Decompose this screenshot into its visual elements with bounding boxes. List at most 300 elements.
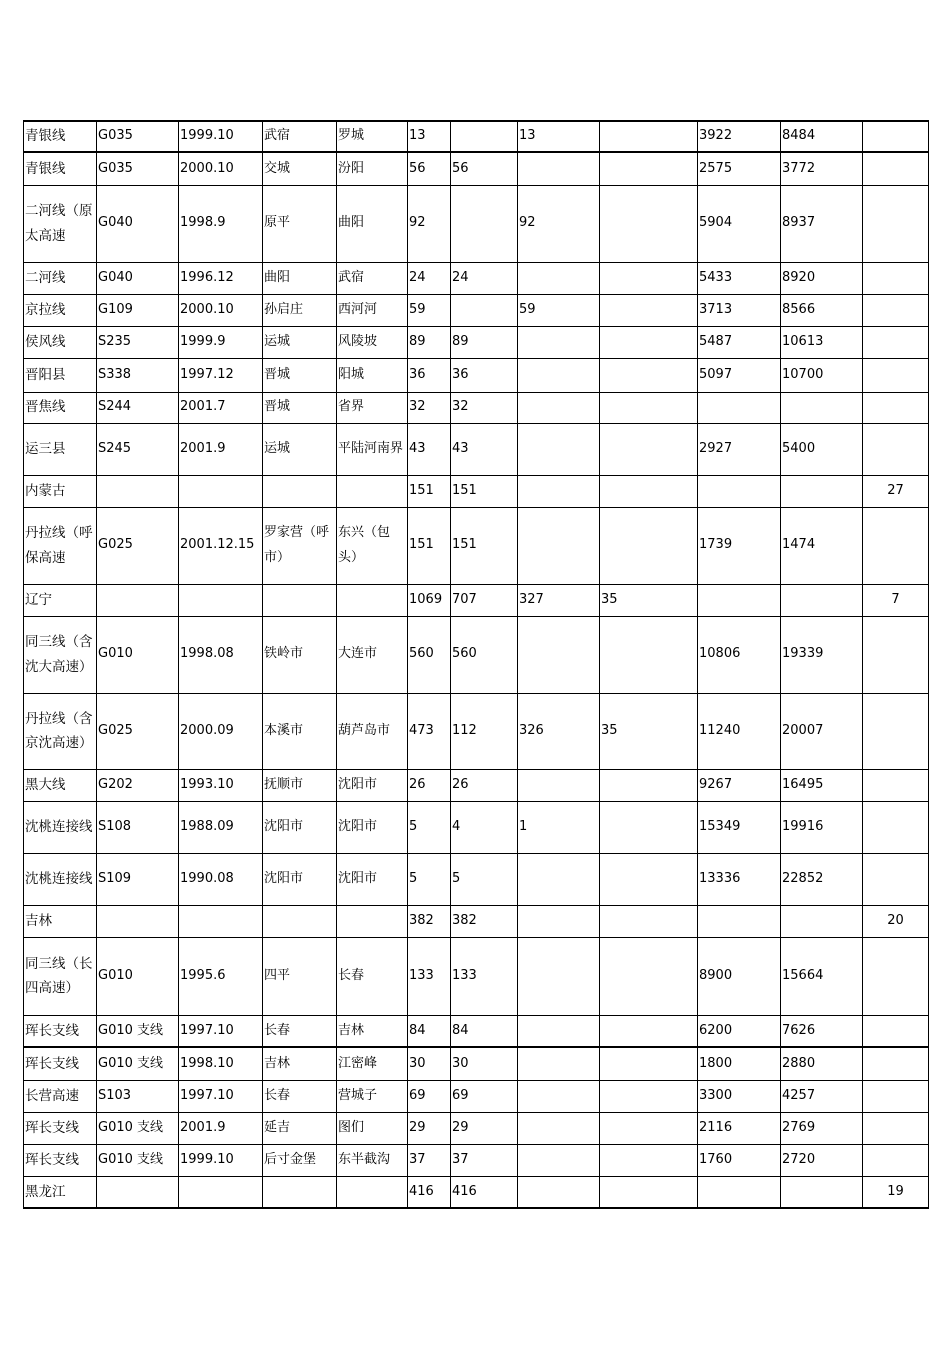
cell-total-length: 24 (408, 262, 451, 294)
table-row (24, 1015, 929, 1047)
cell-traffic-b (781, 1176, 863, 1208)
cell-traffic-b: 8484 (781, 121, 863, 152)
cell-length-c (600, 937, 698, 1015)
table-row (24, 769, 929, 801)
cell-count (863, 392, 929, 423)
cell-traffic-a: 8900 (698, 937, 781, 1015)
cell-route-name: 黑龙江 (24, 1176, 97, 1208)
cell-total-length: 26 (408, 769, 451, 801)
table-row (24, 326, 929, 358)
cell-end-point (337, 584, 408, 616)
cell-length-c (600, 1015, 698, 1047)
cell-traffic-a (698, 905, 781, 937)
cell-traffic-b: 3772 (781, 152, 863, 185)
cell-length-a: 30 (451, 1047, 518, 1080)
cell-end-point: 葫芦岛市 (337, 693, 408, 769)
cell-route-code: S109 (97, 853, 179, 905)
cell-length-a: 560 (451, 616, 518, 693)
cell-length-b (518, 937, 600, 1015)
cell-start-point: 武宿 (263, 121, 337, 152)
table-row (24, 584, 929, 616)
cell-route-code: G040 (97, 262, 179, 294)
cell-end-point: 沈阳市 (337, 769, 408, 801)
cell-open-date: 2001.12.15 (179, 507, 263, 584)
table-row (24, 801, 929, 853)
cell-open-date: 1999.10 (179, 1144, 263, 1176)
table-row (24, 392, 929, 423)
cell-route-name: 吉林 (24, 905, 97, 937)
cell-start-point: 原平 (263, 185, 337, 262)
cell-length-a: 24 (451, 262, 518, 294)
cell-length-b (518, 1047, 600, 1080)
cell-route-code: G010 支线 (97, 1015, 179, 1047)
cell-total-length: 416 (408, 1176, 451, 1208)
cell-route-code: G109 (97, 294, 179, 326)
cell-total-length: 89 (408, 326, 451, 358)
cell-length-c: 35 (600, 693, 698, 769)
cell-end-point: 图们 (337, 1112, 408, 1144)
cell-route-name: 二河线（原太高速 (24, 185, 97, 262)
cell-route-code: G025 (97, 693, 179, 769)
cell-route-code: G035 (97, 121, 179, 152)
cell-open-date: 2001.9 (179, 1112, 263, 1144)
cell-route-code (97, 1176, 179, 1208)
cell-traffic-a: 5487 (698, 326, 781, 358)
cell-length-b (518, 853, 600, 905)
cell-route-name: 珲长支线 (24, 1144, 97, 1176)
cell-length-b (518, 1144, 600, 1176)
cell-open-date (179, 1176, 263, 1208)
cell-total-length: 36 (408, 358, 451, 392)
cell-length-a: 382 (451, 905, 518, 937)
cell-route-code: S245 (97, 423, 179, 475)
cell-route-name: 长营高速 (24, 1080, 97, 1112)
cell-route-name: 沈桃连接线 (24, 853, 97, 905)
cell-length-a: 69 (451, 1080, 518, 1112)
cell-traffic-a: 15349 (698, 801, 781, 853)
cell-length-b (518, 616, 600, 693)
cell-start-point: 运城 (263, 423, 337, 475)
cell-traffic-a (698, 1176, 781, 1208)
cell-start-point: 长春 (263, 1080, 337, 1112)
cell-total-length: 1069 (408, 584, 451, 616)
cell-route-name: 丹拉线（呼保高速 (24, 507, 97, 584)
cell-traffic-a: 13336 (698, 853, 781, 905)
cell-route-code (97, 905, 179, 937)
cell-route-name: 侯风线 (24, 326, 97, 358)
cell-count: 20 (863, 905, 929, 937)
cell-open-date: 1999.9 (179, 326, 263, 358)
cell-traffic-a: 3300 (698, 1080, 781, 1112)
cell-length-c (600, 1176, 698, 1208)
cell-route-code (97, 584, 179, 616)
cell-total-length: 37 (408, 1144, 451, 1176)
cell-length-a: 4 (451, 801, 518, 853)
cell-length-b: 92 (518, 185, 600, 262)
table-row (24, 905, 929, 937)
cell-count (863, 294, 929, 326)
cell-total-length: 382 (408, 905, 451, 937)
cell-end-point: 风陵坡 (337, 326, 408, 358)
cell-open-date: 2001.7 (179, 392, 263, 423)
cell-length-c (600, 423, 698, 475)
cell-traffic-b: 10613 (781, 326, 863, 358)
cell-total-length: 32 (408, 392, 451, 423)
cell-route-name: 运三县 (24, 423, 97, 475)
cell-length-a: 151 (451, 507, 518, 584)
cell-total-length: 43 (408, 423, 451, 475)
cell-count (863, 693, 929, 769)
cell-route-name: 珲长支线 (24, 1047, 97, 1080)
cell-traffic-b (781, 905, 863, 937)
table-row (24, 1176, 929, 1208)
cell-length-b (518, 423, 600, 475)
cell-length-a (451, 294, 518, 326)
table-row (24, 475, 929, 507)
table-row (24, 423, 929, 475)
cell-end-point: 长春 (337, 937, 408, 1015)
cell-count (863, 358, 929, 392)
cell-end-point: 沈阳市 (337, 853, 408, 905)
cell-route-name: 同三线（含沈大高速） (24, 616, 97, 693)
cell-length-b (518, 152, 600, 185)
table-row (24, 262, 929, 294)
cell-traffic-a: 2927 (698, 423, 781, 475)
cell-route-name: 黑大线 (24, 769, 97, 801)
cell-traffic-a: 5097 (698, 358, 781, 392)
cell-open-date: 1990.08 (179, 853, 263, 905)
cell-start-point: 铁岭市 (263, 616, 337, 693)
cell-route-code: S235 (97, 326, 179, 358)
cell-start-point: 吉林 (263, 1047, 337, 1080)
cell-traffic-b: 8566 (781, 294, 863, 326)
cell-length-c (600, 616, 698, 693)
cell-traffic-a (698, 392, 781, 423)
cell-length-c (600, 507, 698, 584)
cell-length-a: 56 (451, 152, 518, 185)
cell-start-point: 四平 (263, 937, 337, 1015)
cell-end-point: 罗城 (337, 121, 408, 152)
cell-start-point: 晋城 (263, 358, 337, 392)
cell-end-point: 省界 (337, 392, 408, 423)
cell-traffic-a: 6200 (698, 1015, 781, 1047)
cell-count (863, 801, 929, 853)
cell-traffic-b: 16495 (781, 769, 863, 801)
cell-total-length: 151 (408, 507, 451, 584)
highway-data-table (23, 120, 929, 1209)
cell-traffic-a: 5904 (698, 185, 781, 262)
cell-count: 7 (863, 584, 929, 616)
cell-route-name: 青银线 (24, 152, 97, 185)
cell-open-date (179, 475, 263, 507)
cell-traffic-b: 19916 (781, 801, 863, 853)
cell-length-b (518, 905, 600, 937)
cell-total-length: 473 (408, 693, 451, 769)
cell-open-date: 1997.10 (179, 1015, 263, 1047)
cell-open-date: 1996.12 (179, 262, 263, 294)
cell-route-name: 丹拉线（含京沈高速） (24, 693, 97, 769)
cell-start-point: 晋城 (263, 392, 337, 423)
table-row (24, 294, 929, 326)
cell-route-code: G202 (97, 769, 179, 801)
cell-end-point: 汾阳 (337, 152, 408, 185)
cell-count (863, 937, 929, 1015)
cell-start-point: 后寸金堡 (263, 1144, 337, 1176)
cell-route-code: G025 (97, 507, 179, 584)
cell-count (863, 423, 929, 475)
cell-length-a: 707 (451, 584, 518, 616)
cell-length-c (600, 1144, 698, 1176)
cell-length-b: 13 (518, 121, 600, 152)
cell-total-length: 5 (408, 801, 451, 853)
cell-length-b: 326 (518, 693, 600, 769)
cell-length-a (451, 121, 518, 152)
cell-start-point: 抚顺市 (263, 769, 337, 801)
cell-traffic-b: 5400 (781, 423, 863, 475)
cell-count (863, 185, 929, 262)
cell-open-date: 1988.09 (179, 801, 263, 853)
cell-end-point: 东半截沟 (337, 1144, 408, 1176)
cell-length-a: 84 (451, 1015, 518, 1047)
cell-route-code: S338 (97, 358, 179, 392)
cell-traffic-b (781, 584, 863, 616)
cell-length-a: 151 (451, 475, 518, 507)
cell-open-date: 2000.10 (179, 294, 263, 326)
cell-traffic-a: 3713 (698, 294, 781, 326)
table-row (24, 1047, 929, 1080)
cell-length-b (518, 1176, 600, 1208)
table-row (24, 1080, 929, 1112)
cell-start-point (263, 475, 337, 507)
cell-count (863, 262, 929, 294)
table-row (24, 1112, 929, 1144)
cell-open-date: 1993.10 (179, 769, 263, 801)
cell-length-b (518, 769, 600, 801)
cell-length-c (600, 326, 698, 358)
table-row (24, 507, 929, 584)
cell-length-b (518, 262, 600, 294)
cell-end-point: 武宿 (337, 262, 408, 294)
cell-traffic-b: 10700 (781, 358, 863, 392)
cell-total-length: 56 (408, 152, 451, 185)
cell-open-date: 1995.6 (179, 937, 263, 1015)
cell-length-c (600, 358, 698, 392)
cell-total-length: 30 (408, 1047, 451, 1080)
table-row (24, 152, 929, 185)
cell-length-b (518, 507, 600, 584)
cell-length-c (600, 905, 698, 937)
cell-traffic-b (781, 392, 863, 423)
cell-length-c (600, 262, 698, 294)
cell-length-a: 112 (451, 693, 518, 769)
cell-traffic-a: 3922 (698, 121, 781, 152)
cell-length-a: 32 (451, 392, 518, 423)
cell-length-b (518, 326, 600, 358)
cell-end-point: 沈阳市 (337, 801, 408, 853)
cell-total-length: 151 (408, 475, 451, 507)
cell-count (863, 1015, 929, 1047)
cell-traffic-b: 7626 (781, 1015, 863, 1047)
cell-open-date: 2001.9 (179, 423, 263, 475)
table-row (24, 693, 929, 769)
cell-count (863, 769, 929, 801)
cell-length-a: 29 (451, 1112, 518, 1144)
table-body (24, 121, 929, 1208)
cell-start-point: 交城 (263, 152, 337, 185)
cell-total-length: 5 (408, 853, 451, 905)
cell-open-date: 1997.10 (179, 1080, 263, 1112)
cell-total-length: 29 (408, 1112, 451, 1144)
cell-length-a: 43 (451, 423, 518, 475)
cell-length-b (518, 1112, 600, 1144)
cell-count (863, 121, 929, 152)
cell-count: 19 (863, 1176, 929, 1208)
cell-route-name: 晋阳县 (24, 358, 97, 392)
cell-open-date: 2000.10 (179, 152, 263, 185)
cell-total-length: 92 (408, 185, 451, 262)
cell-route-name: 珲长支线 (24, 1112, 97, 1144)
cell-route-code: G010 (97, 616, 179, 693)
cell-start-point: 延吉 (263, 1112, 337, 1144)
cell-length-c (600, 185, 698, 262)
cell-start-point: 孙启庄 (263, 294, 337, 326)
cell-route-code: G010 支线 (97, 1112, 179, 1144)
cell-end-point (337, 905, 408, 937)
cell-traffic-a (698, 584, 781, 616)
cell-end-point: 大连市 (337, 616, 408, 693)
cell-length-c (600, 475, 698, 507)
cell-length-c (600, 294, 698, 326)
cell-route-code: G010 (97, 937, 179, 1015)
cell-end-point (337, 475, 408, 507)
cell-route-code: G040 (97, 185, 179, 262)
table-row (24, 358, 929, 392)
cell-count (863, 152, 929, 185)
cell-traffic-b: 1474 (781, 507, 863, 584)
cell-total-length: 133 (408, 937, 451, 1015)
cell-traffic-b: 8937 (781, 185, 863, 262)
cell-length-a: 5 (451, 853, 518, 905)
cell-start-point: 运城 (263, 326, 337, 358)
cell-length-a (451, 185, 518, 262)
cell-open-date (179, 584, 263, 616)
cell-total-length: 84 (408, 1015, 451, 1047)
cell-length-b: 327 (518, 584, 600, 616)
cell-total-length: 69 (408, 1080, 451, 1112)
cell-traffic-a: 1800 (698, 1047, 781, 1080)
cell-traffic-a: 2116 (698, 1112, 781, 1144)
cell-length-c (600, 853, 698, 905)
cell-route-name: 沈桃连接线 (24, 801, 97, 853)
cell-route-name: 青银线 (24, 121, 97, 152)
cell-traffic-a: 11240 (698, 693, 781, 769)
cell-traffic-a: 10806 (698, 616, 781, 693)
cell-length-c (600, 121, 698, 152)
cell-traffic-a: 5433 (698, 262, 781, 294)
cell-route-name: 内蒙古 (24, 475, 97, 507)
cell-traffic-b: 8920 (781, 262, 863, 294)
cell-route-code: G010 支线 (97, 1047, 179, 1080)
cell-start-point (263, 905, 337, 937)
cell-open-date: 1998.10 (179, 1047, 263, 1080)
cell-route-code: G035 (97, 152, 179, 185)
cell-end-point: 西河河 (337, 294, 408, 326)
cell-open-date: 1998.9 (179, 185, 263, 262)
cell-length-c (600, 152, 698, 185)
cell-count (863, 1080, 929, 1112)
cell-length-c (600, 1047, 698, 1080)
cell-length-c: 35 (600, 584, 698, 616)
cell-open-date: 1998.08 (179, 616, 263, 693)
cell-count (863, 1144, 929, 1176)
cell-end-point: 江密峰 (337, 1047, 408, 1080)
cell-traffic-a: 9267 (698, 769, 781, 801)
cell-length-c (600, 1112, 698, 1144)
cell-count (863, 326, 929, 358)
cell-count (863, 1047, 929, 1080)
cell-length-b (518, 1080, 600, 1112)
cell-length-b (518, 358, 600, 392)
cell-route-code: S103 (97, 1080, 179, 1112)
cell-route-name: 晋焦线 (24, 392, 97, 423)
cell-route-name: 同三线（长四高速） (24, 937, 97, 1015)
cell-end-point: 东兴（包头） (337, 507, 408, 584)
cell-length-a: 416 (451, 1176, 518, 1208)
cell-end-point (337, 1176, 408, 1208)
cell-traffic-b: 19339 (781, 616, 863, 693)
cell-route-code: S244 (97, 392, 179, 423)
cell-start-point: 罗家营（呼市） (263, 507, 337, 584)
cell-length-b: 1 (518, 801, 600, 853)
cell-length-c (600, 392, 698, 423)
cell-start-point: 沈阳市 (263, 801, 337, 853)
cell-length-b (518, 1015, 600, 1047)
cell-total-length: 13 (408, 121, 451, 152)
cell-length-b: 59 (518, 294, 600, 326)
cell-length-c (600, 1080, 698, 1112)
cell-count (863, 1112, 929, 1144)
cell-count (863, 507, 929, 584)
cell-total-length: 560 (408, 616, 451, 693)
cell-traffic-a (698, 475, 781, 507)
cell-start-point: 本溪市 (263, 693, 337, 769)
cell-length-c (600, 769, 698, 801)
table-row (24, 1144, 929, 1176)
cell-route-name: 辽宁 (24, 584, 97, 616)
cell-end-point: 平陆河南界 (337, 423, 408, 475)
cell-traffic-b: 20007 (781, 693, 863, 769)
cell-total-length: 59 (408, 294, 451, 326)
cell-route-code (97, 475, 179, 507)
cell-length-a: 37 (451, 1144, 518, 1176)
cell-start-point (263, 584, 337, 616)
table-row (24, 937, 929, 1015)
cell-traffic-b: 4257 (781, 1080, 863, 1112)
cell-traffic-a: 2575 (698, 152, 781, 185)
cell-route-name: 二河线 (24, 262, 97, 294)
table-row (24, 185, 929, 262)
cell-open-date (179, 905, 263, 937)
cell-length-a: 36 (451, 358, 518, 392)
cell-length-a: 89 (451, 326, 518, 358)
cell-open-date: 1999.10 (179, 121, 263, 152)
cell-count (863, 616, 929, 693)
table-row (24, 616, 929, 693)
cell-start-point: 沈阳市 (263, 853, 337, 905)
cell-length-c (600, 801, 698, 853)
cell-start-point (263, 1176, 337, 1208)
cell-traffic-b (781, 475, 863, 507)
